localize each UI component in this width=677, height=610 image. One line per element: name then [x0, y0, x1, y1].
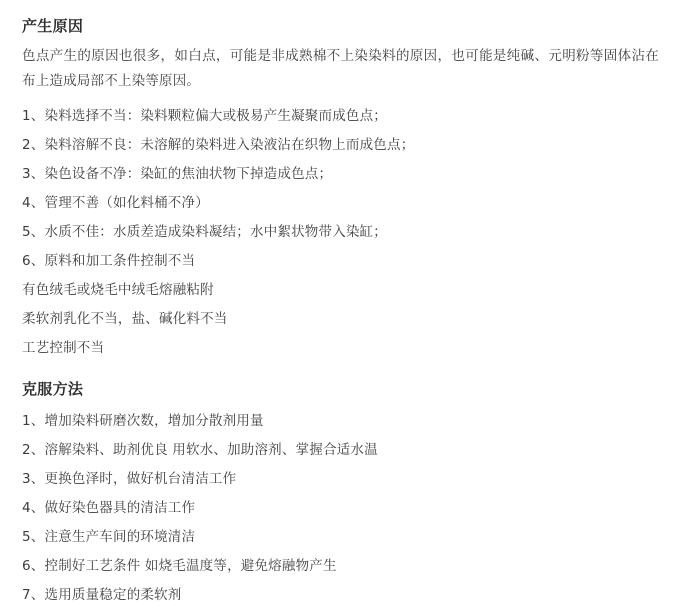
list-item: 3、染色设备不净：染缸的焦油状物下掉造成色点； — [22, 166, 333, 182]
list-item: 5、水质不佳：水质差造成染料凝结；水中絮状物带入染缸； — [22, 224, 387, 240]
causes-intro-paragraph: 色点产生的原因也很多，如白点，可能是非成熟棉不上染染料的原因，也可能是纯碱、元明粉等固体沾在布上造成局部不上染等原因。 — [22, 48, 659, 89]
section-heading-causes: 产生原因 — [22, 17, 84, 35]
causes-extra-line: 有色绒毛或烧毛中绒毛熔融粘附 — [22, 282, 214, 298]
section-heading-solutions: 克服方法 — [22, 380, 84, 398]
list-item: 1、染料选择不当：染料颗粒偏大或极易产生凝聚而成色点； — [22, 108, 387, 124]
list-item: 4、管理不善（如化料桶不净） — [22, 195, 209, 211]
solutions-list — [22, 407, 659, 610]
list-item: 3、更换色泽时，做好机台清洁工作 — [22, 471, 237, 487]
list-item: 2、溶解染料、助剂优良 用软水、加助溶剂、掌握合适水温 — [22, 442, 378, 458]
list-item: 6、控制好工艺条件 如烧毛温度等，避免熔融物产生 — [22, 558, 337, 574]
list-item: 2、染料溶解不良：未溶解的染料进入染液沾在织物上而成色点； — [22, 137, 415, 153]
list-item: 4、做好染色器具的清洁工作 — [22, 500, 196, 516]
list-item: 1、增加染料研磨次数，增加分散剂用量 — [22, 413, 264, 429]
list-item: 5、注意生产车间的环境清洁 — [22, 529, 196, 545]
causes-extra-line: 工艺控制不当 — [22, 340, 105, 356]
causes-list — [22, 102, 659, 276]
list-item: 6、原料和加工条件控制不当 — [22, 253, 196, 269]
list-item: 7、选用质量稳定的柔软剂 — [22, 587, 182, 603]
causes-extra-line: 柔软剂乳化不当，盐、碱化料不当 — [22, 311, 228, 327]
